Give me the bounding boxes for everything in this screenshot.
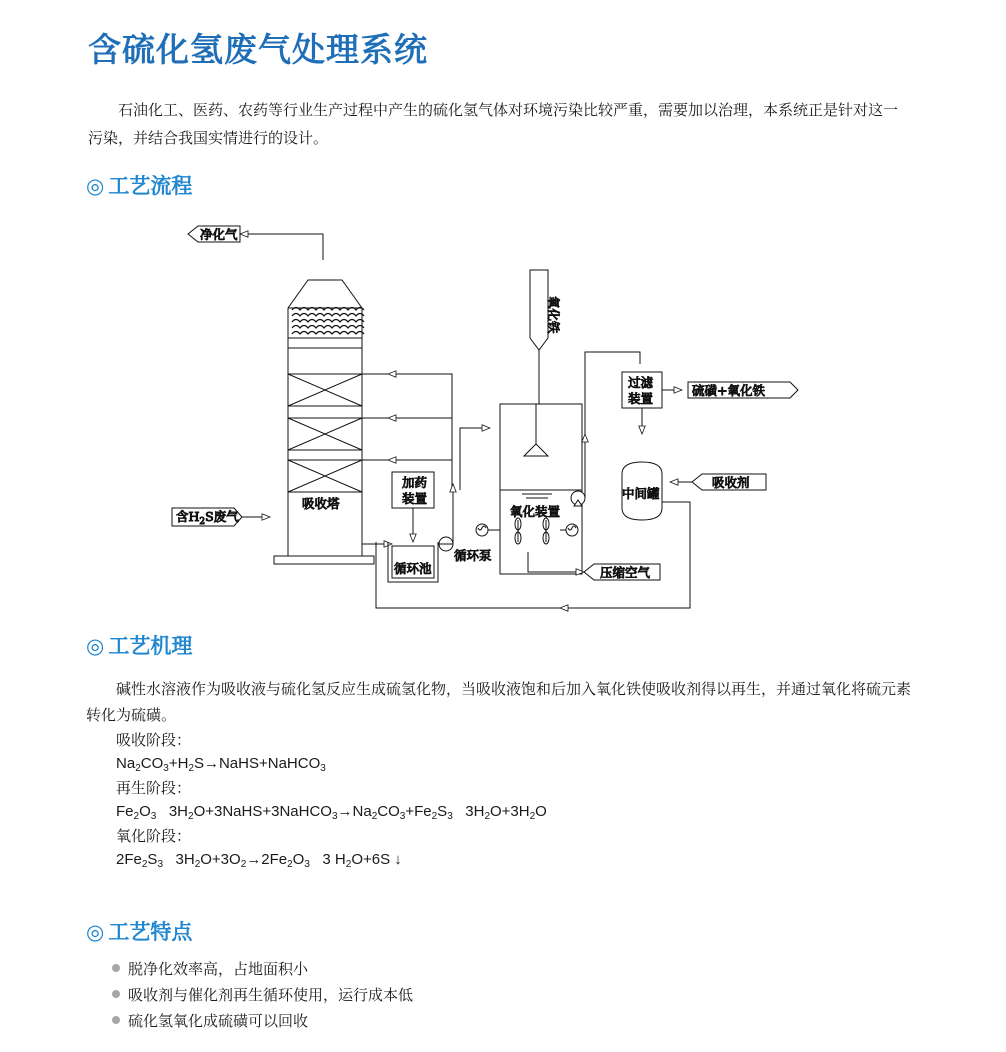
features-list <box>112 955 413 1033</box>
page-title: 含硫化氢废气处理系统 <box>88 30 428 69</box>
regen-stage-label: 再生阶段： <box>116 779 192 797</box>
intermediate-tank-label: 中间罐 <box>622 486 660 501</box>
mechanism-paragraph: 碱性水溶液作为吸收液与硫化氢反应生成硫氢化物，当吸收液饱和后加入氧化铁使吸收剂得以再生，并通过氧化将硫元素转化为硫磺。 <box>86 680 912 724</box>
circ-pump-label: 循环泵 <box>454 548 492 563</box>
absorb-stage-label: 吸收阶段： <box>116 731 192 749</box>
filter-device <box>622 372 662 408</box>
absorber-label: 吸收塔 <box>302 496 340 511</box>
oxidizer-label: 氧化装置 <box>510 504 561 519</box>
inlet-gas-tag <box>172 508 242 527</box>
oxidation-device <box>476 404 582 574</box>
section-title-features: 工艺特点 <box>108 920 193 944</box>
section-title-flow: 工艺流程 <box>108 174 193 198</box>
bullet-dot-icon <box>112 1016 120 1024</box>
circulation-tank <box>388 542 438 582</box>
compressed-air-label: 压缩空气 <box>600 565 651 580</box>
dosing-label-1: 加药 <box>402 475 428 490</box>
dosing-device <box>392 472 434 508</box>
section-heading-flow <box>86 172 192 200</box>
ferric-oxide-label: 氧化铁 <box>546 296 561 334</box>
feature-item: 硫化氢氧化成硫磺可以回收 <box>112 1007 413 1033</box>
filter-label-2: 装置 <box>628 391 654 406</box>
dosing-label-2: 装置 <box>402 491 428 506</box>
section-heading-features <box>86 918 192 946</box>
absorber-tower <box>274 280 374 564</box>
filter-label-1: 过滤 <box>628 375 654 390</box>
circle-mark-icon: ◎ <box>86 634 105 658</box>
compressed-air-tag <box>584 564 660 580</box>
bullet-dot-icon <box>112 964 120 972</box>
sulfur-iron-label: 硫磺+氧化铁 <box>692 383 765 398</box>
sulfur-iron-tag <box>688 382 798 398</box>
bullet-dot-icon <box>112 990 120 998</box>
circ-tank-label: 循环池 <box>394 561 432 576</box>
ferric-oxide-tag <box>530 270 561 350</box>
inlet-gas-label: 含$H_2S$废气 <box>176 509 239 527</box>
section-heading-mechanism <box>86 632 192 660</box>
section-title-mechanism: 工艺机理 <box>108 634 193 658</box>
circle-mark-icon: ◎ <box>86 920 105 944</box>
feature-item: 脱净化效率高，占地面积小 <box>112 955 413 981</box>
intro-paragraph: 石油化工、医药、农药等行业生产过程中产生的硫化氢气体对环境污染比较严重，需要加以治理，本系统正是针对这一污染，并结合我国实情进行的设计。 <box>88 101 899 147</box>
feature-item: 吸收剂与催化剂再生循环使用，运行成本低 <box>112 981 413 1007</box>
clean-gas-tag <box>188 226 240 242</box>
circulation-pump <box>438 512 492 563</box>
absorb-equation: $Na_2CO_3+H_2S\to NaHS+NaHCO_3$ <box>116 755 326 774</box>
process-flow-diagram <box>170 212 810 612</box>
intermediate-tank <box>622 462 662 520</box>
oxid-equation: $2Fe_2S_3$ $3H_2O+3O_2\to 2Fe_2O_3$ 3 $H_2O+6S$ ↓ <box>116 851 402 870</box>
circle-mark-icon: ◎ <box>86 174 105 198</box>
mechanism-block <box>86 676 916 872</box>
absorbent-tag <box>692 474 766 490</box>
clean-gas-label: 净化气 <box>200 227 238 242</box>
regen-equation: $Fe_2O_3$ $3H_2O+3NaHS+3NaHCO_3\to Na_2CO_3+Fe_2S_3$ $3H_2O+3H_2O$ <box>116 803 547 822</box>
absorbent-label: 吸收剂 <box>712 475 750 490</box>
oxid-stage-label: 氧化阶段： <box>116 827 192 845</box>
